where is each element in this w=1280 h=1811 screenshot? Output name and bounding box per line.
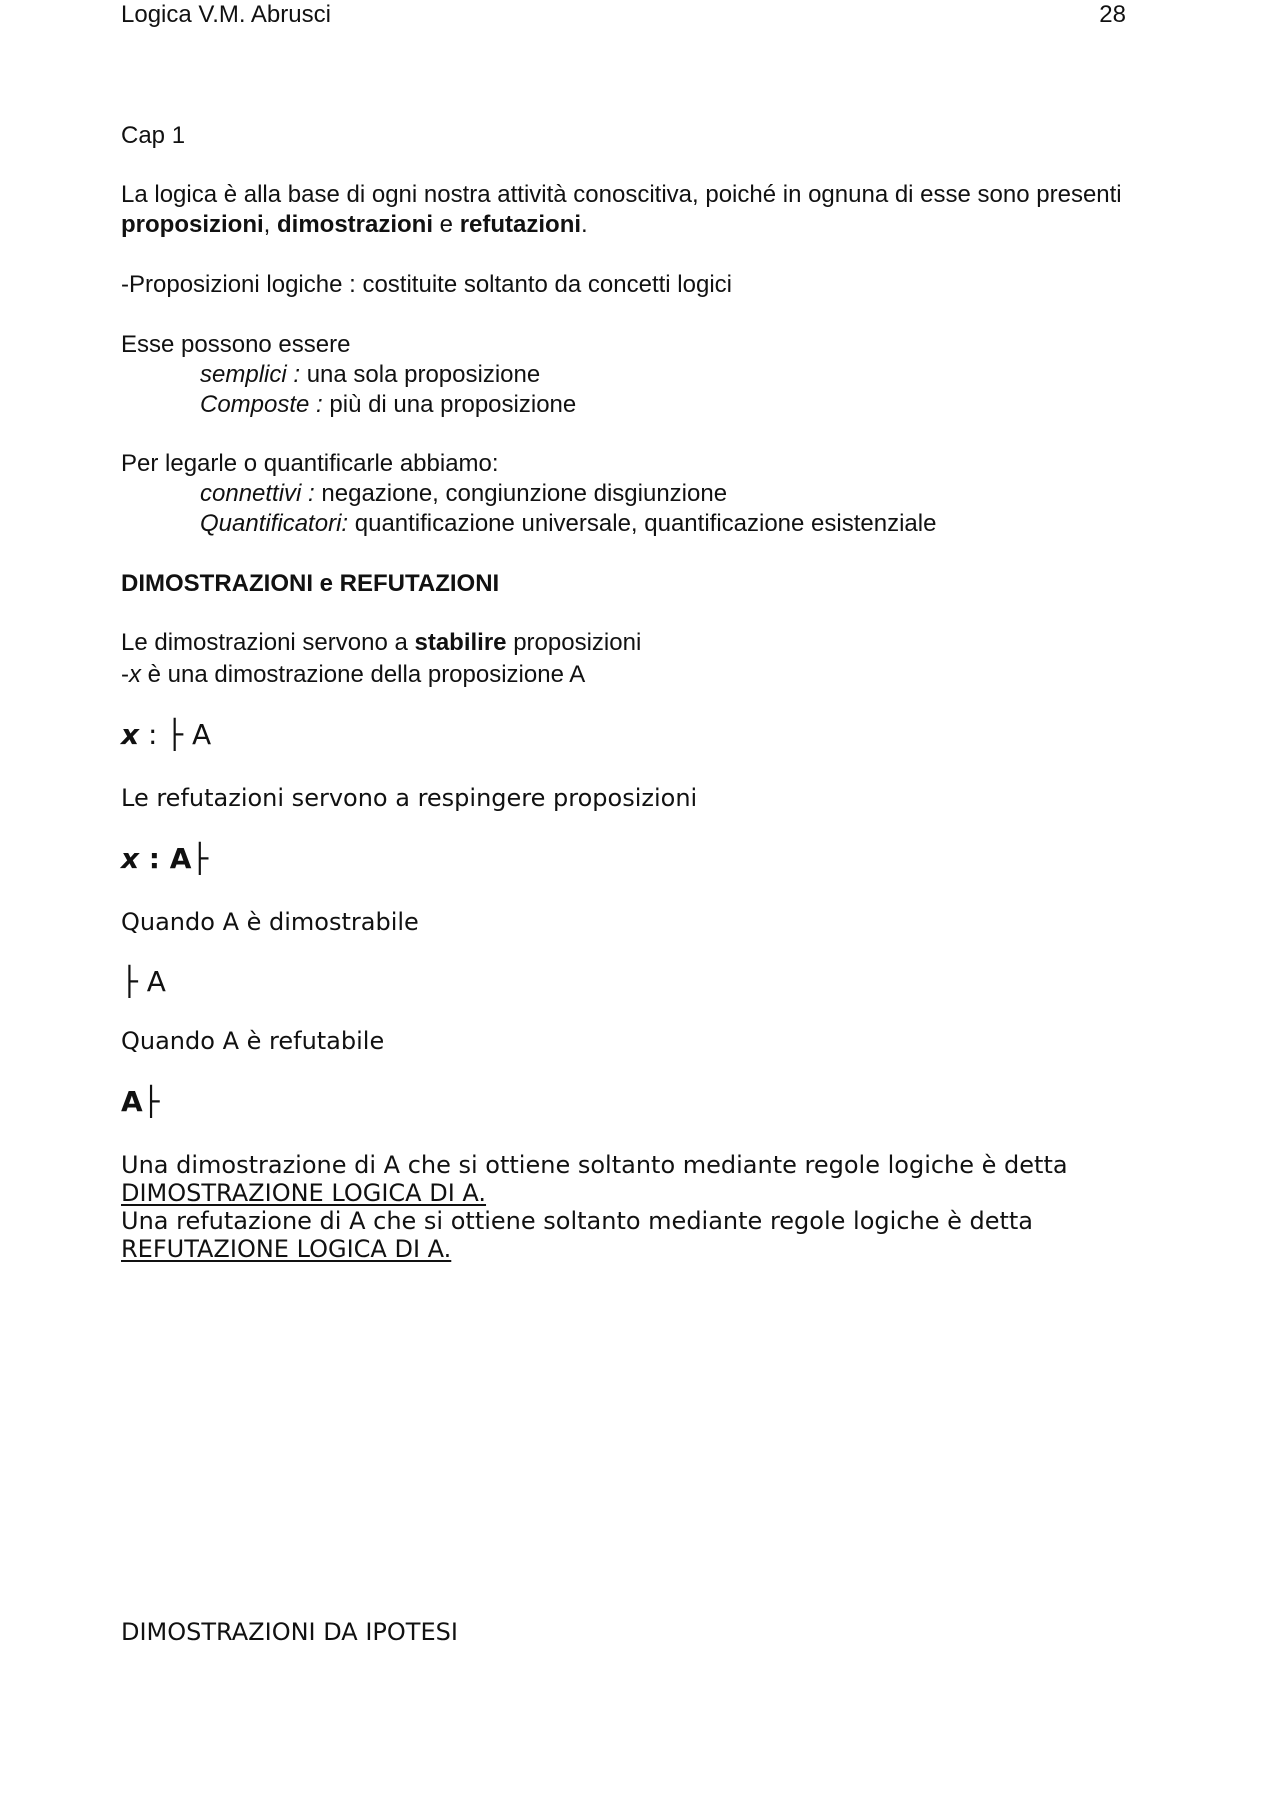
formula-refutable: A├	[121, 1085, 160, 1118]
term-dimostrazioni: dimostrazioni	[277, 211, 434, 238]
term-stabilire: stabilire	[414, 629, 507, 656]
section-title-ipotesi: DIMOSTRAZIONI DA IPOTESI	[121, 1618, 458, 1646]
page-number: 28	[1099, 1, 1126, 28]
quantifiers-line: Quantificatori: quantificazione universale, quantificazione esistenziale	[200, 510, 937, 537]
definition-demo-term: DIMOSTRAZIONE LOGICA DI A.	[121, 1179, 487, 1207]
term-refutazioni: refutazioni	[459, 211, 582, 238]
quantifiers-label: Quantificatori:	[200, 510, 349, 537]
logical-propositions-line: -Proposizioni logiche : costituite soltanto da concetti logici	[121, 271, 732, 298]
running-header-title: Logica V.M. Abrusci	[121, 1, 331, 28]
definition-ref-term: REFUTAZIONE LOGICA DI A.	[121, 1235, 452, 1263]
formula-demonstrable: ├ A	[121, 965, 166, 998]
types-intro: Esse possono essere	[121, 331, 351, 358]
refutable-line: Quando A è refutabile	[121, 1027, 385, 1055]
formula-demonstration: x : ├ A	[121, 718, 212, 751]
compound-label: Composte :	[200, 391, 323, 418]
demos-line-2: -x è una dimostrazione della proposizione A	[121, 661, 586, 688]
demos-line-1: Le dimostrazioni servono a stabilire proposizioni	[121, 629, 642, 656]
intro-line-1: La logica è alla base di ogni nostra attività conoscitiva, poiché in ognuna di esse sono presenti	[121, 181, 1122, 208]
connect-intro: Per legarle o quantificarle abbiamo:	[121, 450, 499, 477]
intro-line-2: proposizioni, dimostrazioni e refutazioni.	[121, 211, 588, 238]
type-simple: semplici : una sola proposizione	[200, 361, 541, 388]
definition-ref-line: Una refutazione di A che si ottiene soltanto mediante regole logiche è detta	[121, 1207, 1034, 1235]
demonstrable-line: Quando A è dimostrabile	[121, 908, 419, 936]
refutations-line: Le refutazioni servono a respingere proposizioni	[121, 784, 698, 812]
simple-label: semplici :	[200, 361, 301, 388]
section-title-dimostrazioni: DIMOSTRAZIONI e REFUTAZIONI	[121, 570, 500, 597]
connectives-line: connettivi : negazione, congiunzione disgiunzione	[200, 480, 728, 507]
chapter-label: Cap 1	[121, 122, 186, 149]
formula-refutation: x : A├	[121, 842, 209, 875]
type-compound: Composte : più di una proposizione	[200, 391, 577, 418]
definition-demo-line: Una dimostrazione di A che si ottiene soltanto mediante regole logiche è detta	[121, 1151, 1068, 1179]
connectives-label: connettivi :	[200, 480, 315, 507]
term-proposizioni: proposizioni	[121, 211, 264, 238]
